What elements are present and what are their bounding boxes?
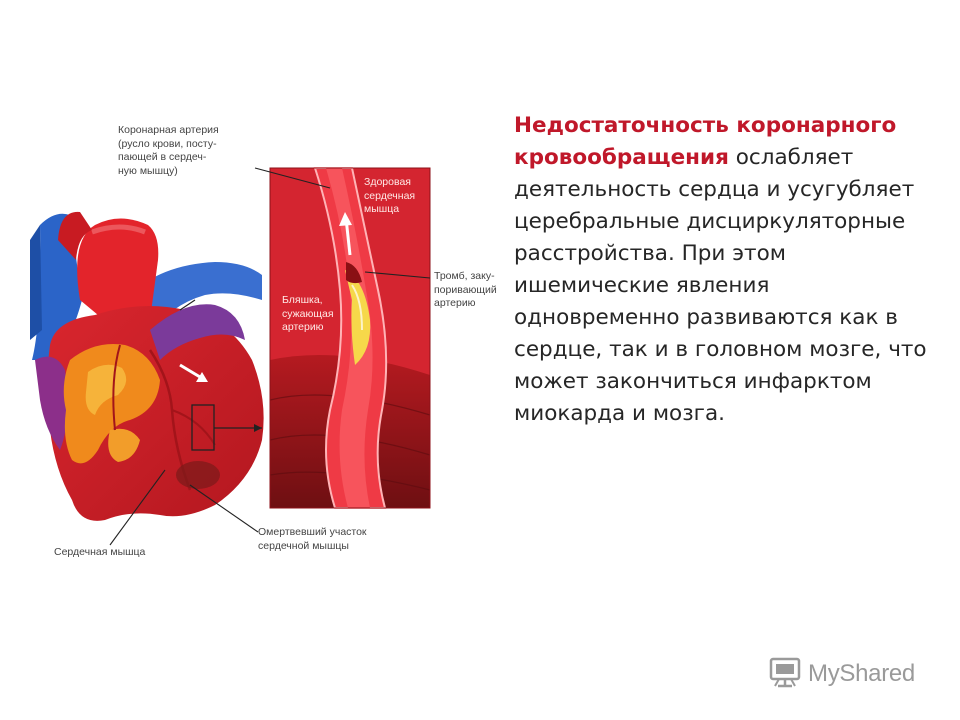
heart xyxy=(30,212,264,521)
dead-area xyxy=(176,461,220,489)
label-healthy-muscle: Здоровая сердечная мышца xyxy=(364,176,416,215)
label-heart-muscle: Сердечная мышца xyxy=(54,546,146,558)
label-coronary-artery: Коронарная артерия (русло крови, посту- пающей в сердеч- ную мышцу) xyxy=(118,124,219,177)
main-text xyxy=(514,110,934,430)
body-text: ослабляет деятельность сердца и усугубляет церебральные дисциркуляторные расстройства. При этом ишемические явления одновременно развиваются как в сердце, так и в головном мозге, что может закончиться инфарктом миокарда и мозга. xyxy=(514,145,927,426)
highlighted-term: Недостаточность коронарного кровообращения xyxy=(514,113,897,170)
artery-panel xyxy=(270,168,430,508)
label-plaque: Бляшка, сужающая артерию xyxy=(282,294,334,333)
watermark xyxy=(768,656,915,692)
watermark-text: MyShared xyxy=(808,660,915,687)
label-thrombus: Тромб, заку- поривающий артерию xyxy=(434,270,497,309)
projector-screen-icon xyxy=(768,655,802,694)
label-dead-area: Омертвевший участок сердечной мышцы xyxy=(258,526,367,552)
